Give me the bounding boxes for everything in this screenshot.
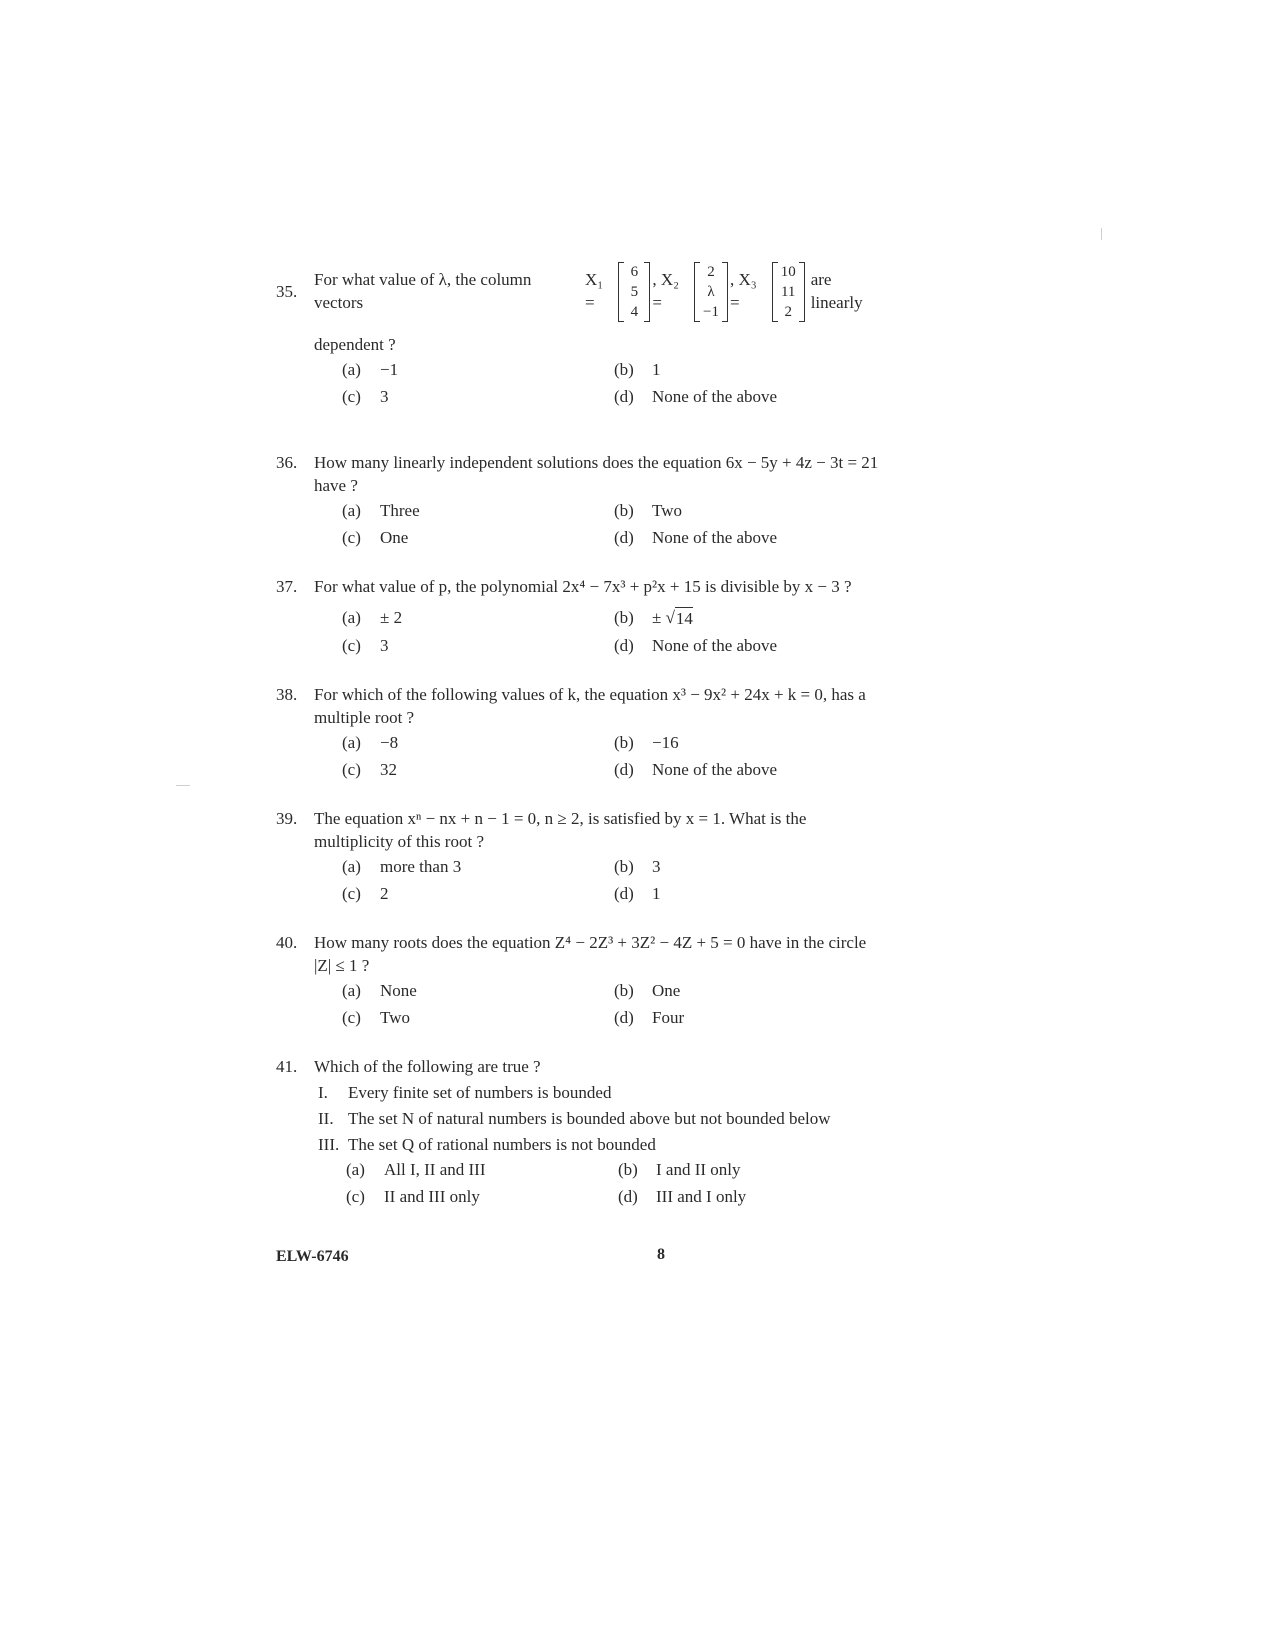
option-c[interactable] [342, 883, 614, 906]
scan-mark [1101, 228, 1102, 240]
option-text: None of the above [652, 386, 778, 406]
option-label: (a) [346, 1159, 365, 1179]
option-label: (b) [614, 359, 634, 379]
option-text: One [652, 980, 681, 1000]
option-label: (a) [342, 500, 361, 520]
option-label: (c) [342, 635, 361, 655]
question-41 [276, 1056, 886, 1209]
vector-label: , X₃ = [730, 270, 757, 312]
option-d[interactable] [614, 759, 886, 782]
option-text: ± 2 [380, 607, 403, 627]
question-text: How many roots does the equation Z⁴ − 2Z³ + 3Z² − 4Z + 5 = 0 have in the circle |Z| ≤ 1 ? [314, 933, 867, 975]
options [342, 980, 886, 1030]
option-text: −16 [652, 732, 679, 752]
option-label: (a) [342, 732, 361, 752]
options [342, 359, 886, 409]
statement-numeral: I. [318, 1082, 328, 1102]
option-b[interactable] [614, 607, 886, 631]
question-number: 38. [276, 685, 298, 704]
option-text: Two [652, 500, 682, 520]
option-text: Two [380, 1007, 410, 1027]
option-text: None of the above [652, 635, 778, 655]
option-text: 32 [380, 759, 397, 779]
option-label: (c) [346, 1186, 365, 1206]
option-label: (b) [618, 1159, 638, 1179]
option-d[interactable] [614, 635, 886, 658]
option-d[interactable] [618, 1186, 890, 1209]
option-b[interactable] [614, 500, 886, 523]
option-label: (c) [342, 386, 361, 406]
question-35 [276, 262, 886, 409]
option-label: (b) [614, 607, 634, 627]
statement-2 [318, 1108, 886, 1131]
option-label: (a) [342, 607, 361, 627]
option-text: None of the above [652, 527, 778, 547]
vector-entry: λ [707, 284, 715, 300]
option-text: 3 [380, 386, 389, 406]
option-label: (a) [342, 359, 361, 379]
option-b[interactable] [614, 359, 886, 382]
question-text: Which of the following are true ? [314, 1057, 541, 1076]
vector-label: X₁ = [584, 270, 604, 312]
statement-numeral: II. [318, 1108, 334, 1128]
column-vector-x3 [772, 262, 805, 322]
option-text: Three [380, 500, 420, 520]
options [342, 732, 886, 782]
sqrt-radicand: 14 [675, 607, 693, 631]
option-c[interactable] [342, 759, 614, 782]
option-label: (c) [342, 883, 361, 903]
question-37 [276, 576, 886, 658]
question-39 [276, 808, 886, 906]
option-text: Four [652, 1007, 685, 1027]
option-label: (d) [614, 386, 634, 406]
option-a[interactable] [342, 980, 614, 1003]
statement-3 [318, 1134, 886, 1157]
option-a[interactable] [342, 607, 614, 631]
option-text: 1 [652, 883, 661, 903]
question-number: 37. [276, 577, 298, 596]
question-number: 36. [276, 453, 298, 472]
option-label: (c) [342, 1007, 361, 1027]
option-label: (c) [342, 527, 361, 547]
vector-entry: 10 [780, 264, 796, 280]
option-c[interactable] [346, 1186, 618, 1209]
option-text: I and II only [656, 1159, 741, 1179]
options [342, 500, 886, 550]
question-number: 39. [276, 809, 298, 828]
question-number: 40. [276, 933, 298, 952]
vector-entry: −1 [703, 304, 719, 320]
option-b[interactable] [614, 732, 886, 755]
option-label: (d) [618, 1186, 638, 1206]
option-text: −1 [380, 359, 399, 379]
option-d[interactable] [614, 386, 886, 409]
option-c[interactable] [342, 635, 614, 658]
option-a[interactable] [342, 359, 614, 382]
option-b[interactable] [618, 1159, 890, 1182]
option-text: more than 3 [380, 856, 462, 876]
option-label: (b) [614, 980, 634, 1000]
option-label: (a) [342, 980, 361, 1000]
options [342, 856, 886, 906]
statement-text: The set N of natural numbers is bounded above but not bounded below [348, 1108, 831, 1128]
option-text: None [380, 980, 417, 1000]
option-text: 2 [380, 883, 389, 903]
option-text: None of the above [652, 759, 778, 779]
question-38 [276, 684, 886, 782]
option-text: 3 [380, 635, 389, 655]
option-text: All I, II and III [384, 1159, 486, 1179]
option-a[interactable] [342, 732, 614, 755]
vector-entry: 5 [630, 284, 639, 300]
option-a[interactable] [342, 856, 614, 879]
statement-numeral: III. [318, 1134, 340, 1154]
option-label: (d) [614, 635, 634, 655]
option-text: 3 [652, 856, 661, 876]
vector-entry: 6 [630, 264, 639, 280]
question-text: For what value of p, the polynomial 2x⁴ − 7x³ + p²x + 15 is divisible by x − 3 ? [314, 577, 852, 596]
vector-entry: 2 [784, 304, 792, 320]
statement-text: Every finite set of numbers is bounded [348, 1082, 612, 1102]
option-d[interactable] [614, 883, 886, 906]
option-label: (d) [614, 883, 634, 903]
option-label: (b) [614, 856, 634, 876]
vector-label: , X₂ = [652, 270, 680, 312]
column-vector-x1 [618, 262, 650, 322]
question-text-cont: dependent ? [314, 335, 396, 354]
option-label: (b) [614, 500, 634, 520]
page-number: 8 [657, 1246, 665, 1263]
option-label: (c) [342, 759, 361, 779]
question-40 [276, 932, 886, 1030]
option-d[interactable] [614, 527, 886, 550]
option-label: (d) [614, 1007, 634, 1027]
option-c[interactable] [342, 386, 614, 409]
question-text: The equation xⁿ − nx + n − 1 = 0, n ≥ 2, is satisfied by x = 1. What is the multiplicity of this root ? [314, 809, 807, 851]
vector-entry: 11 [780, 284, 796, 300]
option-label: (b) [614, 732, 634, 752]
question-number: 41. [276, 1057, 298, 1076]
option-text: −8 [380, 732, 399, 752]
question-36 [276, 452, 886, 550]
question-number: 35. [276, 281, 298, 301]
option-c[interactable] [342, 1007, 614, 1030]
options [342, 607, 886, 658]
option-b[interactable] [614, 856, 886, 879]
statement-text: The set Q of rational numbers is not bounded [348, 1134, 656, 1154]
option-d[interactable] [614, 1007, 886, 1030]
option-text: III and I only [656, 1186, 747, 1206]
question-text: For what value of λ, the column vectors [314, 270, 532, 312]
option-label: (d) [614, 527, 634, 547]
statement-1 [318, 1082, 886, 1105]
scan-mark [176, 785, 190, 786]
option-b[interactable] [614, 980, 886, 1003]
exam-code: ELW-6746 [276, 1248, 349, 1265]
question-text: How many linearly independent solutions does the equation 6x − 5y + 4z − 3t = 21 have ? [314, 453, 879, 495]
question-text-cont: are linearly [810, 270, 863, 312]
column-vector-x2 [694, 262, 728, 322]
option-label: (a) [342, 856, 361, 876]
option-text: ± √ [652, 607, 675, 627]
option-label: (d) [614, 759, 634, 779]
question-text: For which of the following values of k, the equation x³ − 9x² + 24x + k = 0, has a multiple root ? [314, 685, 866, 727]
option-text: II and III only [384, 1186, 480, 1206]
option-text: One [380, 527, 409, 547]
options [346, 1159, 890, 1209]
option-a[interactable] [342, 500, 614, 523]
vector-entry: 2 [707, 264, 715, 280]
option-c[interactable] [342, 527, 614, 550]
option-a[interactable] [346, 1159, 618, 1182]
vector-entry: 4 [630, 304, 639, 320]
option-text: 1 [652, 359, 661, 379]
